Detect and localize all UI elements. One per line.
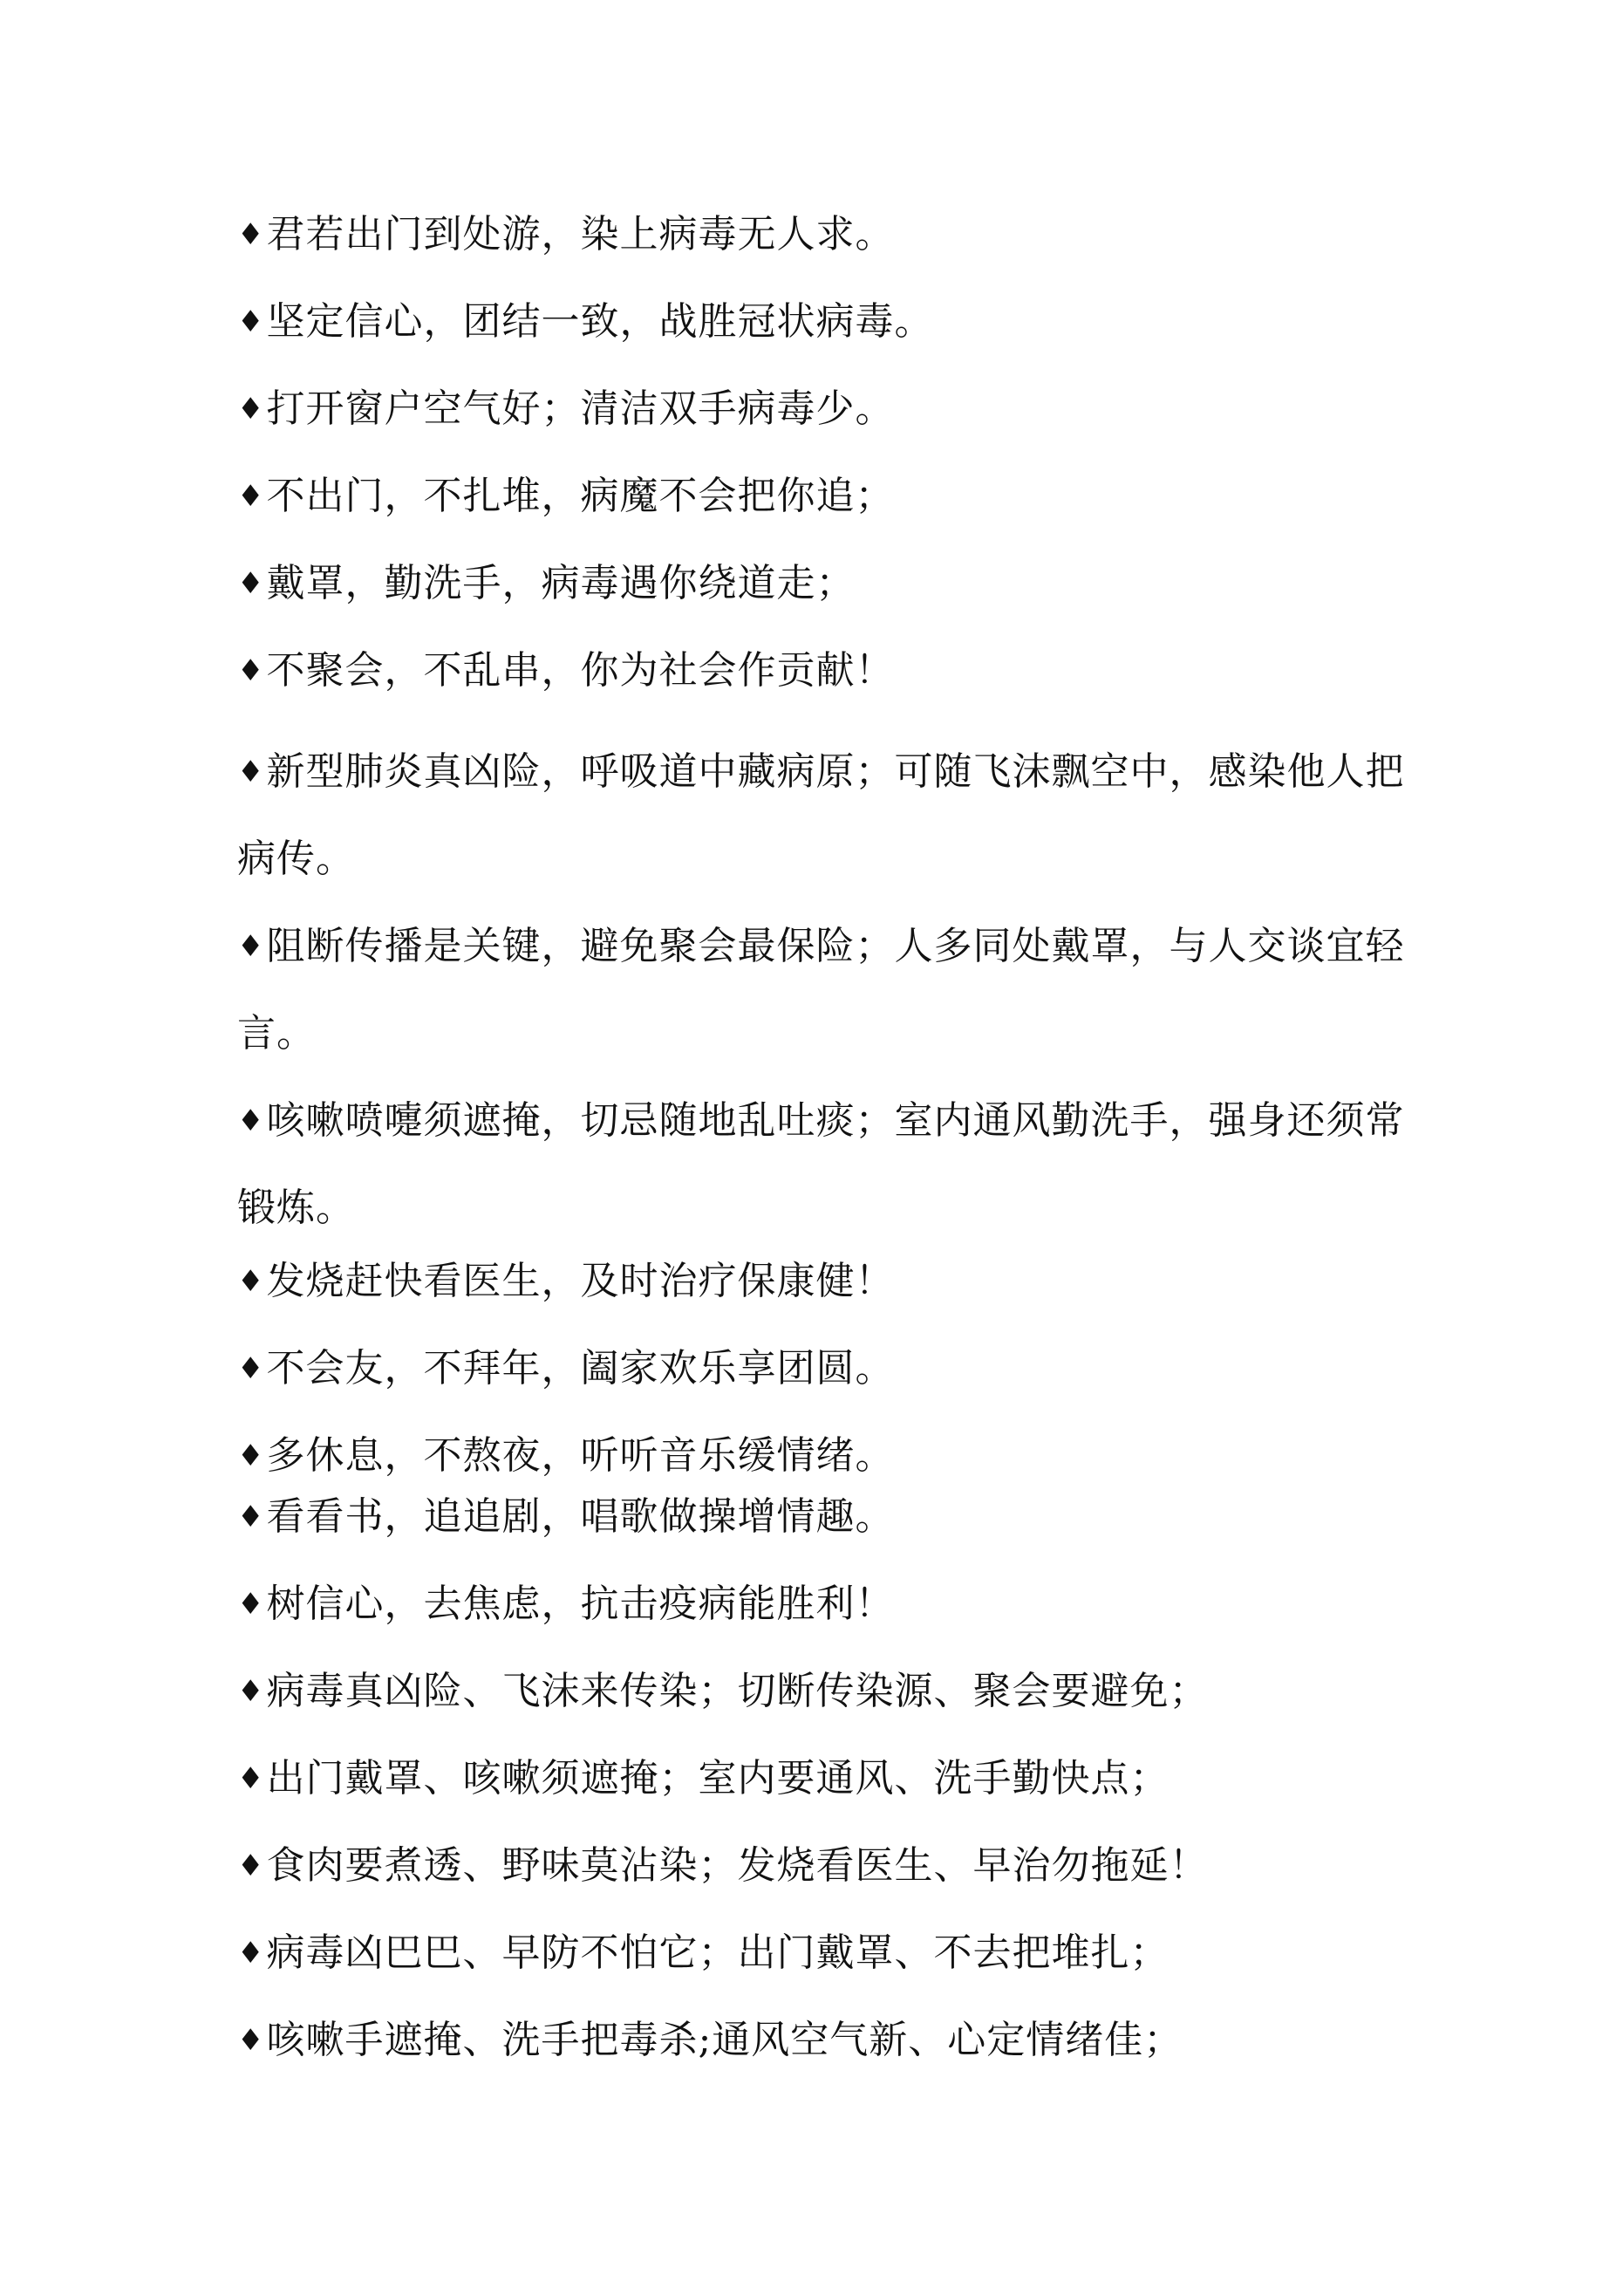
list-item	[237, 1339, 1406, 1426]
list-item	[237, 1077, 1406, 1252]
list-item-text: 咳嗽手遮掩、洗手把毒杀;通风空气新、心定情绪佳；	[266, 2018, 1183, 2062]
diamond-bullet-icon: ♦	[237, 1351, 265, 1386]
diamond-bullet-icon: ♦	[237, 1438, 265, 1473]
slogan-list	[237, 205, 1406, 2098]
diamond-bullet-icon: ♦	[237, 1761, 265, 1796]
list-item-text: 多休息，不熬夜，听听音乐缓情绪。	[266, 1433, 895, 1478]
diamond-bullet-icon: ♦	[237, 392, 265, 427]
diamond-bullet-icon: ♦	[237, 304, 265, 339]
diamond-bullet-icon: ♦	[237, 1500, 265, 1534]
diamond-bullet-icon: ♦	[237, 2023, 265, 2058]
list-item-text: 打开窗户空气好；清洁双手病毒少。	[266, 386, 895, 431]
diamond-bullet-icon: ♦	[237, 566, 265, 601]
diamond-bullet-icon: ♦	[237, 929, 265, 964]
diamond-bullet-icon: ♦	[237, 653, 265, 688]
list-item-text: 坚定信心，团结一致，战胜冠状病毒。	[266, 299, 934, 344]
diamond-bullet-icon: ♦	[237, 1587, 265, 1622]
list-item	[237, 641, 1406, 728]
list-item	[237, 1749, 1406, 1836]
list-item-text: 食肉要煮透、野味莫沾染；发烧看医生、早治勿拖延！	[266, 1843, 1209, 1888]
list-item	[237, 379, 1406, 467]
list-item	[237, 1487, 1406, 1575]
list-item-text: 不聚会，不乱串，你为社会作贡献！	[266, 648, 895, 693]
list-item-text: 出门戴罩、咳嗽须遮掩；室内要通风、洗手勤快点；	[266, 1756, 1170, 1801]
list-item	[237, 1426, 1406, 1487]
diamond-bullet-icon: ♦	[237, 1936, 265, 1971]
list-item	[237, 554, 1406, 641]
list-item-text: 树信心，去焦虑，抗击疫病能胜利！	[266, 1582, 895, 1626]
list-item-text: 戴罩，勤洗手，病毒遇你绕道走；	[266, 561, 856, 605]
diamond-bullet-icon: ♦	[237, 1264, 265, 1299]
list-item	[237, 2011, 1406, 2098]
list-item-text: 不会友，不拜年，阖家欢乐享团圆。	[266, 1346, 895, 1391]
diamond-bullet-icon: ♦	[237, 217, 265, 252]
diamond-bullet-icon: ♦	[237, 1848, 265, 1883]
list-item	[237, 1662, 1406, 1749]
list-item	[237, 205, 1406, 292]
list-item	[237, 1575, 1406, 1662]
list-item	[237, 903, 1406, 1077]
list-item-text: 阻断传播是关键，避免聚会最保险；人多同处戴罩，与人交谈宜轻言。	[237, 924, 1405, 1056]
list-item	[237, 728, 1406, 903]
list-item-text: 咳嗽喷嚏须遮掩，切忌随地乱吐痰；室内通风勤洗手，强身还须常锻炼。	[237, 1098, 1405, 1230]
diamond-bullet-icon: ♦	[237, 1674, 265, 1709]
diamond-bullet-icon: ♦	[237, 1104, 265, 1138]
list-item-text: 病毒真凶险、飞沫来传染；切断传染源、聚会要避免；	[266, 1669, 1209, 1713]
list-item	[237, 467, 1406, 554]
diamond-bullet-icon: ♦	[237, 755, 265, 789]
list-item-text: 君若出门到处游，染上病毒无人求。	[266, 212, 895, 256]
list-item-text: 不出门，不扎堆，病魔不会把你追；	[266, 474, 895, 518]
list-item-text: 发烧赶快看医生，及时治疗保康健！	[266, 1259, 895, 1303]
list-item	[237, 292, 1406, 379]
list-item	[237, 1924, 1406, 2011]
list-item	[237, 1252, 1406, 1339]
list-item	[237, 1836, 1406, 1924]
list-item-text: 病毒凶巴巴、早防不怕它；出门戴罩、不去把堆扎；	[266, 1930, 1170, 1975]
diamond-bullet-icon: ♦	[237, 479, 265, 514]
list-item-text: 新型肺炎真凶险，呼吸道中藏病原；可随飞沫飘空中，感染他人把病传。	[237, 749, 1405, 881]
list-item-text: 看看书，追追剧，唱歌做操增情趣。	[266, 1494, 895, 1539]
